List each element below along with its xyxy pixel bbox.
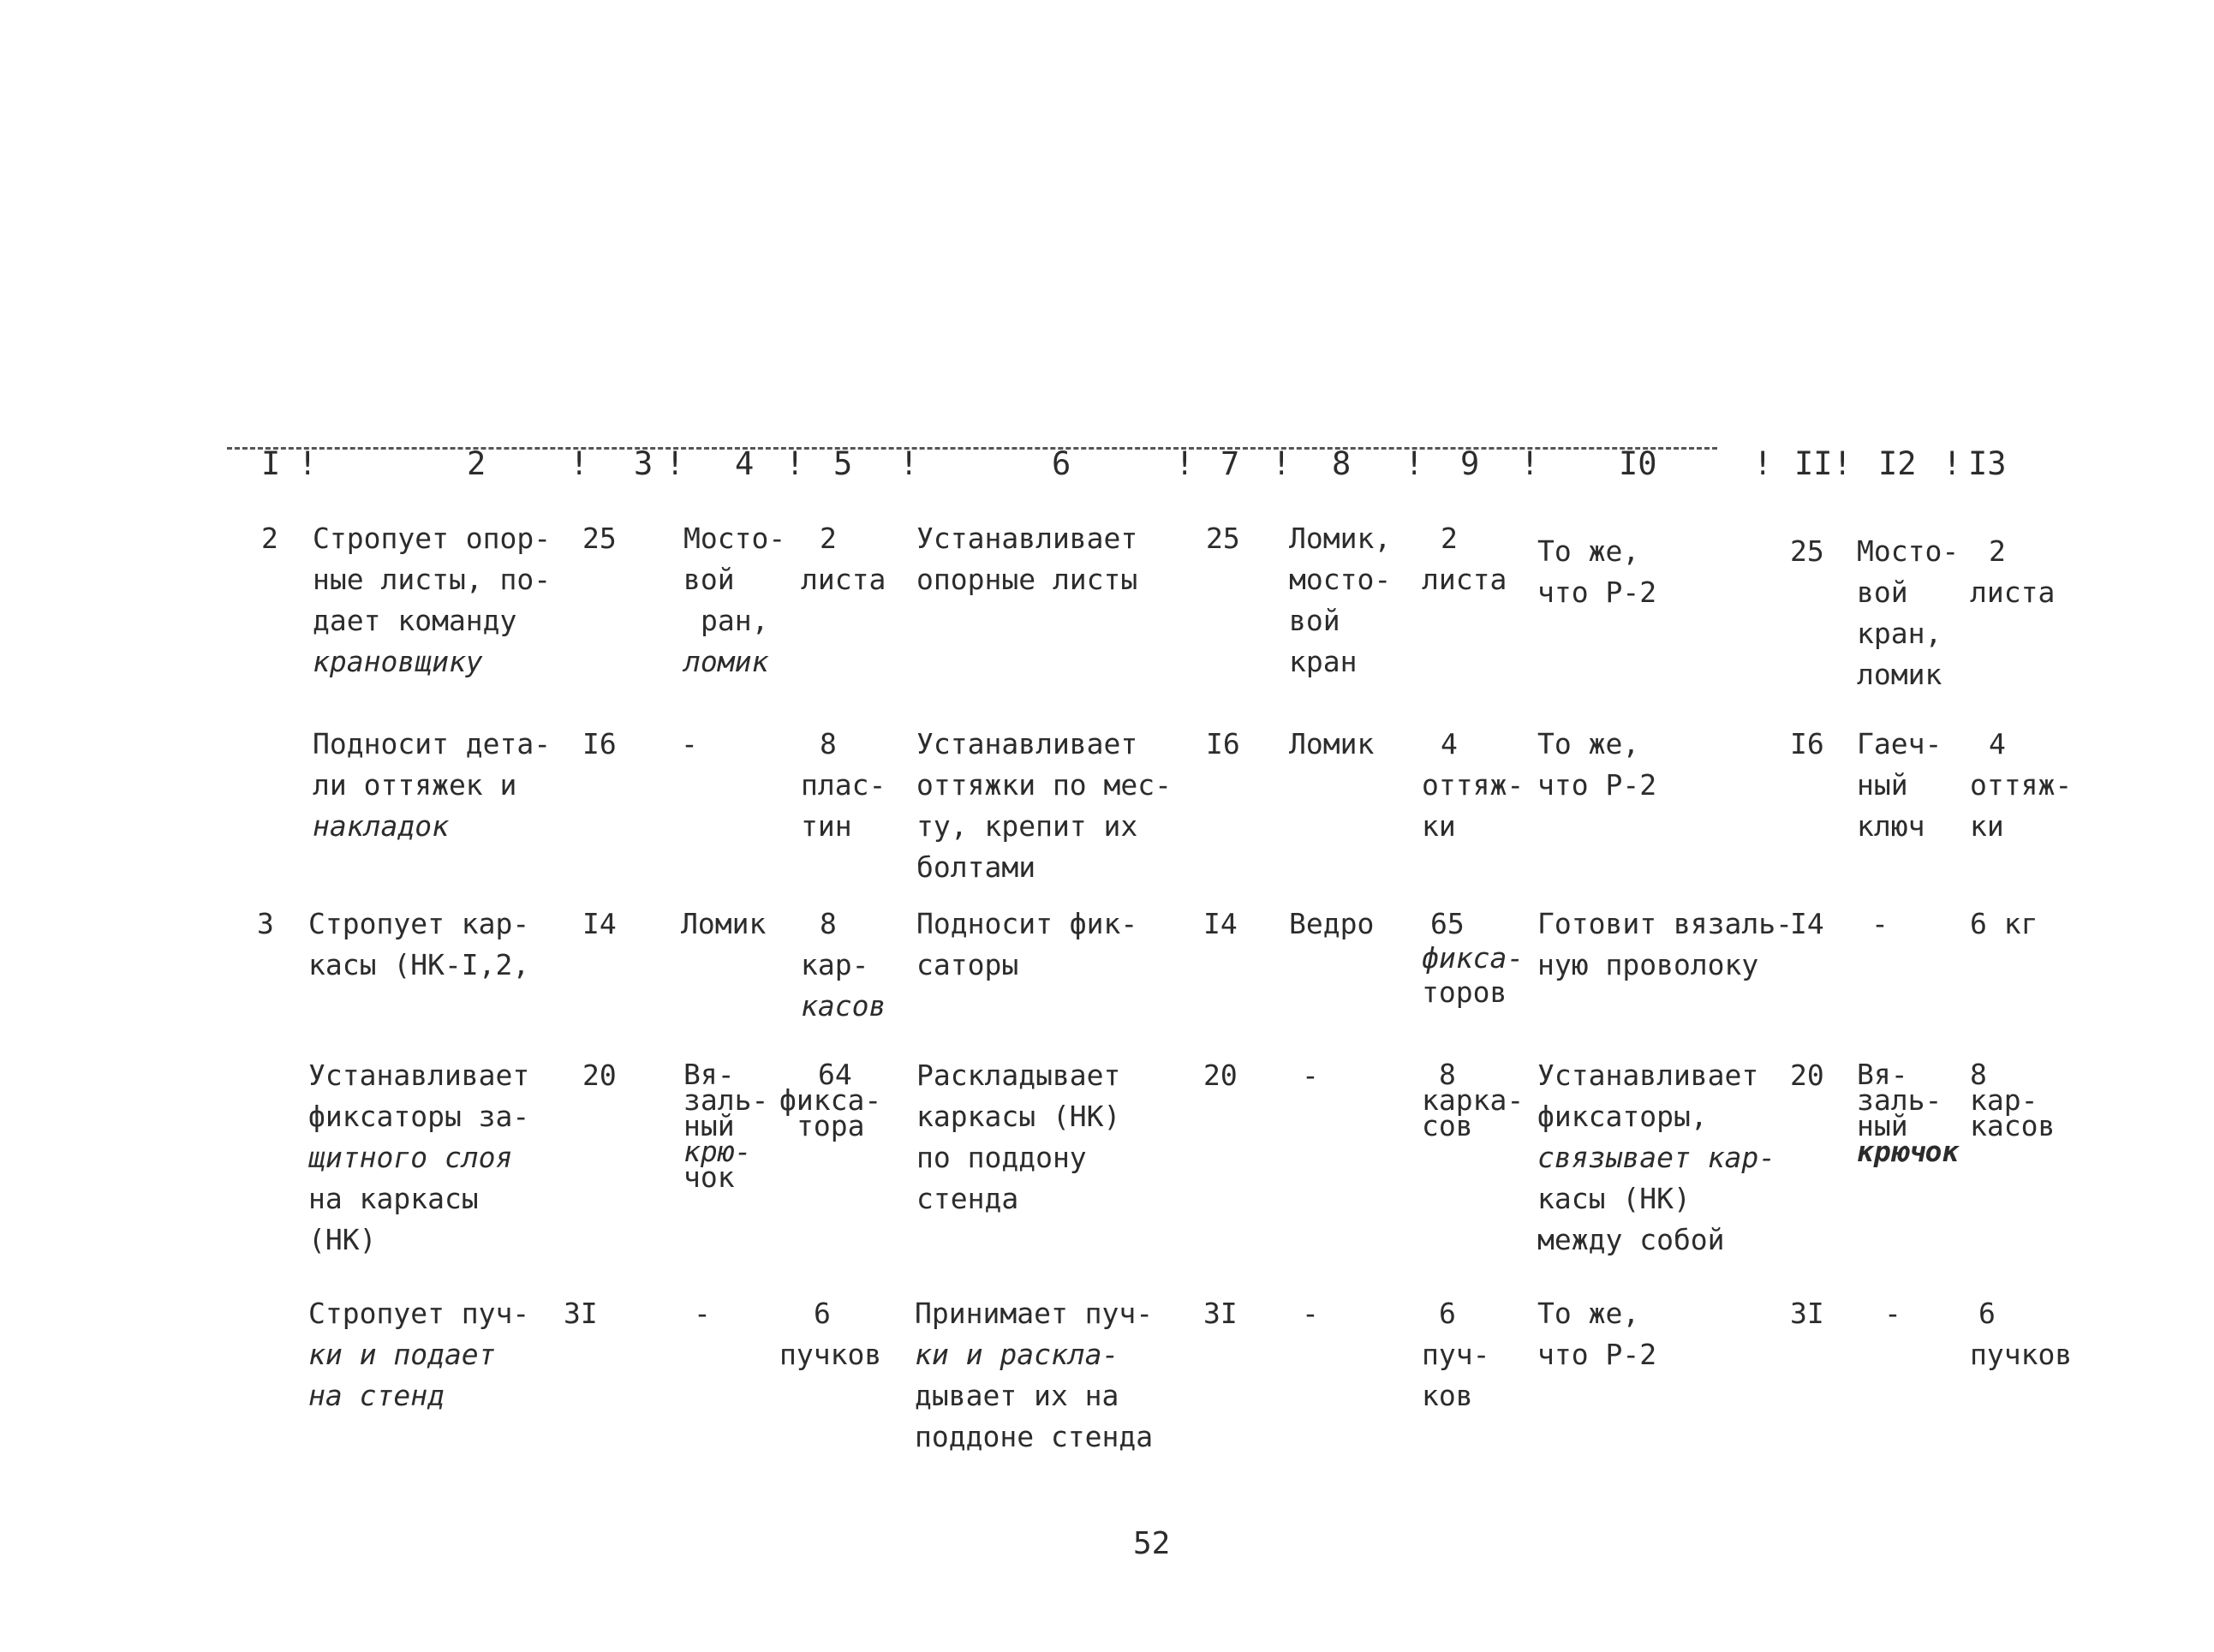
cell-line: Гаеч-: [1857, 727, 1942, 760]
column-header-11: II: [1794, 445, 1833, 482]
tools-cell: [1884, 1293, 1901, 1334]
column-separator: !: [1272, 445, 1292, 482]
cell-line: 2: [820, 522, 837, 555]
cell-line: Подносит фик-: [916, 907, 1138, 940]
work-description: [313, 724, 551, 847]
cell-line: каркасы (НК): [916, 1100, 1121, 1133]
cell-line: (НК): [308, 1223, 377, 1256]
cell-line: Подносит дета-: [313, 727, 552, 760]
tools-cell: [1289, 904, 1374, 945]
cell-line: Устанавливает: [916, 522, 1138, 555]
cell-line: ки: [1970, 809, 2004, 843]
cell-line: Стропует пуч-: [308, 1297, 530, 1330]
duration-value: I6: [582, 727, 617, 760]
cell-line: болтами: [916, 850, 1036, 884]
cell-line: вой: [683, 563, 735, 596]
column-separator: !: [665, 445, 685, 482]
cell-line: ки и подает: [308, 1338, 496, 1371]
cell-line: ный: [1857, 1109, 1908, 1142]
work-description: [1537, 724, 1656, 806]
cell-line: по поддону: [916, 1141, 1087, 1174]
work-description: [1537, 1293, 1656, 1375]
duration-value: 25: [1790, 534, 1824, 568]
cell-line: -: [1302, 1297, 1319, 1330]
cell-line: кран: [1289, 645, 1358, 678]
cell-line: мосто-: [1289, 563, 1392, 596]
quantity-cell: [779, 1293, 881, 1375]
row-number: 3: [257, 907, 274, 940]
cell-line: сов: [1422, 1109, 1473, 1142]
cell-line: Ломик: [681, 907, 767, 940]
cell-line: крючок: [1857, 1135, 1960, 1168]
column-separator: !: [1753, 445, 1773, 482]
column-separator: !: [1520, 445, 1540, 482]
duration-value: I6: [1790, 727, 1824, 760]
cell-line: торов: [1422, 975, 1507, 1009]
duration-value: 20: [1203, 1059, 1238, 1092]
cell-line: тора: [797, 1109, 865, 1142]
cell-line: -: [1871, 907, 1889, 940]
quantity-cell: [779, 1058, 882, 1142]
cell-line: ли оттяжек и: [313, 768, 517, 802]
cell-line: 6: [1978, 1297, 1996, 1330]
column-separator: !: [1833, 445, 1853, 482]
cell-line: что Р-2: [1537, 1338, 1657, 1371]
tools-cell: [1857, 531, 1959, 695]
cell-line: касы (НК): [1537, 1182, 1691, 1215]
cell-line: 8: [820, 907, 837, 940]
cell-line: ключ: [1857, 809, 1925, 843]
duration-value: 3I: [564, 1297, 598, 1330]
cell-line: 4: [1441, 727, 1458, 760]
cell-line: Ломик: [1289, 727, 1375, 760]
work-description: [916, 904, 1137, 986]
cell-line: 64: [818, 1058, 852, 1091]
cell-line: крановщику: [313, 645, 483, 678]
cell-line: -: [1302, 1059, 1319, 1092]
cell-line: касы (НК-I,2,: [308, 948, 530, 981]
duration-value: I4: [1203, 907, 1238, 940]
cell-line: Стропует кар-: [308, 907, 530, 940]
cell-line: Устанавливает: [308, 1059, 530, 1092]
cell-line: между собой: [1537, 1223, 1725, 1256]
quantity-cell: [1422, 1293, 1489, 1416]
cell-line: ные листы, по-: [313, 563, 552, 596]
cell-line: что Р-2: [1537, 768, 1657, 802]
cell-line: ный: [683, 1109, 735, 1142]
cell-line: на стенд: [308, 1379, 445, 1412]
cell-line: фикса-: [1422, 941, 1525, 975]
cell-line: 6 кг: [1970, 907, 2038, 940]
tools-cell: [1857, 724, 1942, 847]
column-header-3: 3: [634, 445, 653, 482]
cell-line: 6: [1439, 1297, 1456, 1330]
cell-line: листа: [1970, 576, 2056, 609]
tools-cell: [1289, 724, 1374, 765]
cell-line: -: [1884, 1297, 1901, 1330]
cell-line: То же,: [1537, 727, 1640, 760]
column-header-9: 9: [1460, 445, 1480, 482]
cell-line: Мосто-: [1857, 534, 1960, 568]
quantity-cell: [1970, 904, 2038, 945]
cell-line: Мосто-: [683, 522, 786, 555]
column-header-12: I2: [1878, 445, 1917, 482]
cell-line: ран,: [701, 604, 769, 637]
cell-line: Ведро: [1289, 907, 1375, 940]
cell-line: пучков: [779, 1338, 882, 1371]
cell-line: тин: [801, 809, 852, 843]
cell-line: кран,: [1857, 617, 1942, 650]
work-description: [308, 904, 529, 986]
cell-line: фиксаторы за-: [308, 1100, 530, 1133]
cell-line: 8: [820, 727, 837, 760]
cell-line: Устанавливает: [916, 727, 1138, 760]
cell-line: связывает кар-: [1537, 1141, 1776, 1174]
tools-cell: [1871, 904, 1889, 945]
cell-line: оттяж-: [1970, 768, 2073, 802]
duration-value: I6: [1206, 727, 1240, 760]
cell-line: листа: [801, 563, 886, 596]
cell-line: дает команду: [313, 604, 517, 637]
column-header-2: 2: [467, 445, 486, 482]
cell-line: кар-: [1970, 1083, 2038, 1117]
quantity-cell: [1970, 531, 2055, 613]
column-separator: !: [570, 445, 589, 482]
row-number: 2: [261, 522, 278, 555]
duration-value: 3I: [1203, 1297, 1238, 1330]
tools-cell: [681, 724, 698, 765]
cell-line: стенда: [916, 1182, 1019, 1215]
column-separator: !: [1405, 445, 1424, 482]
cell-line: листа: [1422, 563, 1507, 596]
cell-line: 65: [1430, 907, 1465, 940]
work-description: [916, 724, 1172, 888]
cell-line: дывает их на: [915, 1379, 1119, 1412]
tools-cell: [1302, 1055, 1319, 1096]
work-description: [313, 518, 551, 683]
work-description: [308, 1293, 529, 1416]
cell-line: 4: [1989, 727, 2006, 760]
duration-value: 20: [1790, 1059, 1824, 1092]
cell-line: вой: [1289, 604, 1340, 637]
cell-line: оттяжки по мес-: [916, 768, 1173, 802]
tools-cell: [683, 518, 785, 683]
column-header-10: I0: [1619, 445, 1657, 482]
cell-line: То же,: [1537, 534, 1640, 568]
tools-cell: [1289, 518, 1391, 683]
duration-value: I4: [1790, 907, 1824, 940]
cell-line: ную проволоку: [1537, 948, 1759, 981]
cell-line: плас-: [801, 768, 886, 802]
column-header-6: 6: [1052, 445, 1071, 482]
cell-line: щитного слоя: [308, 1141, 513, 1174]
cell-line: что Р-2: [1537, 576, 1657, 609]
cell-line: -: [681, 727, 698, 760]
column-header-8: 8: [1332, 445, 1352, 482]
cell-line: Ломик,: [1289, 522, 1392, 555]
tools-cell: [1857, 1058, 1960, 1168]
quantity-cell: [1970, 1058, 2056, 1142]
cell-line: Принимает пуч-: [915, 1297, 1154, 1330]
cell-line: пуч-: [1422, 1338, 1490, 1371]
duration-value: 3I: [1790, 1297, 1824, 1330]
work-description: [915, 1293, 1153, 1458]
duration-value: 20: [582, 1059, 617, 1092]
column-separator: !: [298, 445, 318, 482]
cell-line: чок: [683, 1160, 735, 1194]
cell-line: Устанавливает: [1537, 1059, 1759, 1092]
cell-line: вой: [1857, 576, 1908, 609]
cell-line: ки и раскла-: [915, 1338, 1119, 1371]
cell-line: То же,: [1537, 1297, 1640, 1330]
duration-value: 25: [582, 522, 617, 555]
work-description: [916, 1055, 1120, 1220]
quantity-cell: [1422, 724, 1524, 847]
cell-line: касов: [801, 989, 886, 1023]
cell-line: фикса-: [779, 1083, 882, 1117]
work-description: [1537, 904, 1793, 986]
cell-line: ломик: [683, 645, 769, 678]
cell-line: -: [694, 1297, 711, 1330]
work-description: [308, 1055, 529, 1261]
column-separator: !: [1175, 445, 1195, 482]
quantity-cell: [801, 724, 886, 847]
quantity-cell: [801, 518, 886, 600]
cell-line: опорные листы: [916, 563, 1138, 596]
column-separator: !: [1942, 445, 1962, 482]
tools-cell: [683, 1058, 769, 1194]
cell-line: 6: [814, 1297, 831, 1330]
cell-line: 2: [1989, 534, 2006, 568]
cell-line: ломик: [1857, 658, 1942, 691]
cell-line: 8: [1439, 1058, 1456, 1091]
cell-line: Вя-: [1857, 1058, 1908, 1091]
cell-line: Стропует опор-: [313, 522, 552, 555]
work-description: [1537, 1055, 1775, 1261]
cell-line: ный: [1857, 768, 1908, 802]
cell-line: фиксаторы,: [1537, 1100, 1708, 1133]
tools-cell: [694, 1293, 711, 1334]
work-description: [916, 518, 1137, 600]
quantity-cell: [1422, 1058, 1525, 1142]
column-header-7: 7: [1220, 445, 1240, 482]
cell-line: карка-: [1422, 1083, 1525, 1117]
cell-line: оттяж-: [1422, 768, 1525, 802]
quantity-cell: [1422, 518, 1507, 600]
cell-line: 2: [1441, 522, 1458, 555]
cell-line: касов: [1970, 1109, 2056, 1142]
quantity-cell: [1970, 1293, 2072, 1375]
cell-line: Раскладывает: [916, 1059, 1121, 1092]
cell-line: поддоне стенда: [915, 1420, 1154, 1453]
cell-line: ков: [1422, 1379, 1473, 1412]
cell-line: саторы: [916, 948, 1019, 981]
cell-line: пучков: [1970, 1338, 2073, 1371]
cell-line: кар-: [801, 948, 869, 981]
column-header-13: I3: [1968, 445, 2007, 482]
quantity-cell: [1422, 904, 1524, 1013]
column-separator: !: [899, 445, 919, 482]
cell-line: заль-: [1857, 1083, 1942, 1117]
tools-cell: [1302, 1293, 1319, 1334]
duration-value: I4: [582, 907, 617, 940]
cell-line: Готовит вязаль-: [1537, 907, 1793, 940]
cell-line: Вя-: [683, 1058, 735, 1091]
column-separator: !: [785, 445, 805, 482]
quantity-cell: [1970, 724, 2072, 847]
cell-line: 8: [1970, 1058, 1987, 1091]
cell-line: накладок: [313, 809, 449, 843]
work-description: [1537, 531, 1656, 613]
cell-line: ту, крепит их: [916, 809, 1138, 843]
cell-line: крю-: [683, 1135, 752, 1168]
column-header-5: 5: [833, 445, 853, 482]
cell-line: ки: [1422, 809, 1456, 843]
duration-value: 25: [1206, 522, 1240, 555]
cell-line: заль-: [683, 1083, 769, 1117]
column-header-4: 4: [735, 445, 755, 482]
cell-line: на каркасы: [308, 1182, 479, 1215]
tools-cell: [681, 904, 766, 945]
table-header: [0, 445, 2214, 497]
quantity-cell: [801, 904, 886, 1027]
page-number: 52: [1133, 1526, 1171, 1561]
column-header-1: I: [261, 445, 281, 482]
